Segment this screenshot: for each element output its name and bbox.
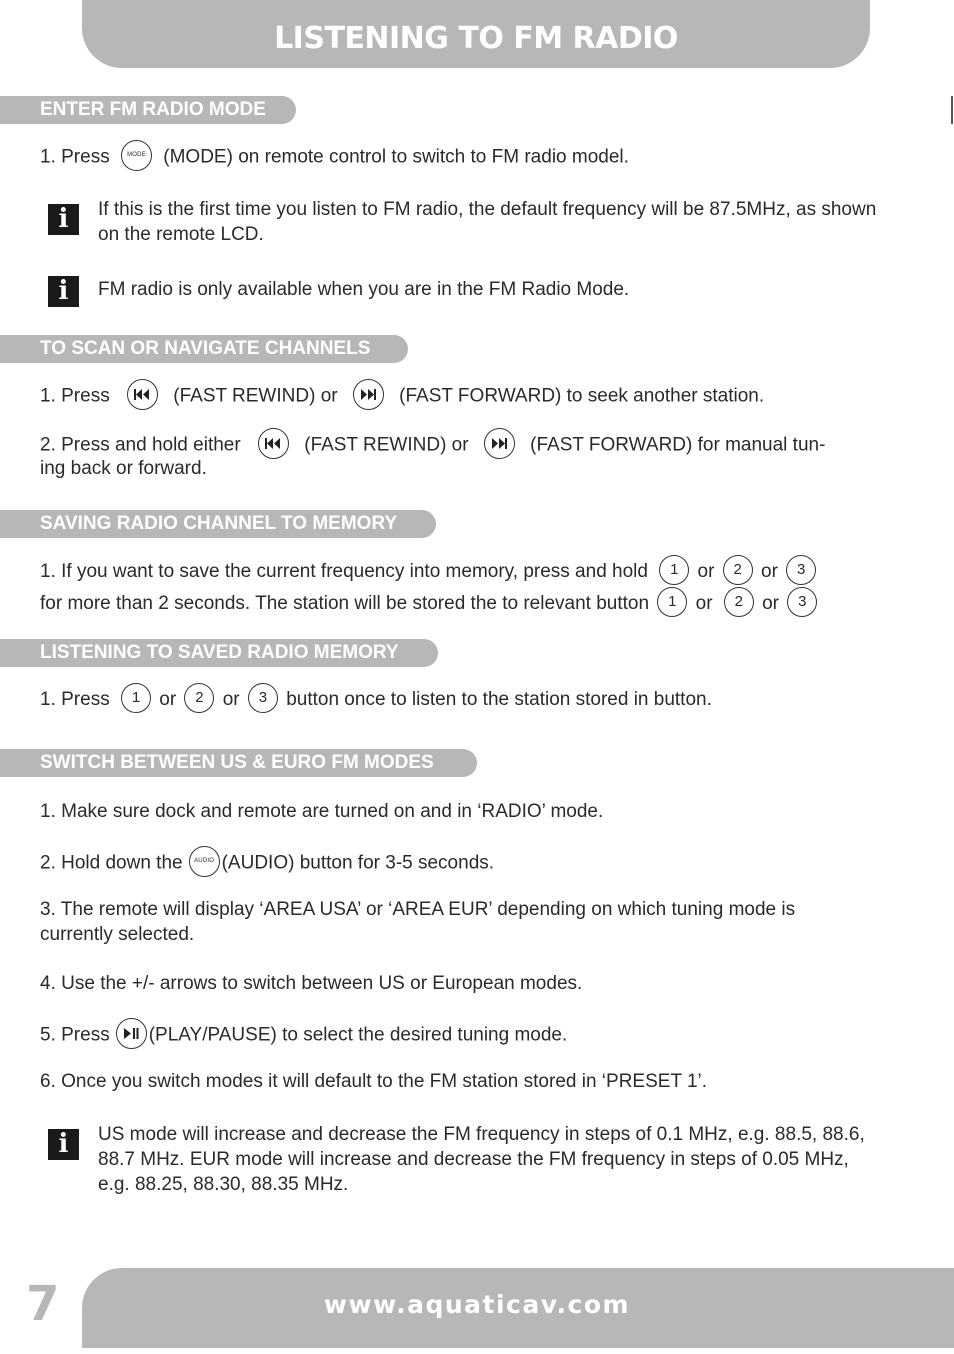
- switch-step-1: 1. Make sure dock and remote are turned on and in ‘RADIO’ mode.: [40, 801, 604, 822]
- step-text: (MODE) on remote control to switch to FM radio model.: [163, 146, 629, 168]
- section-header-scan: TO SCAN OR NAVIGATE CHANNELS: [0, 335, 408, 363]
- step-text: 5. Press: [40, 1024, 110, 1046]
- section-header-enter-fm: ENTER FM RADIO MODE: [0, 96, 296, 124]
- scan-step-2-cont: ing back or forward.: [40, 458, 207, 479]
- step-text: (FAST REWIND) or: [173, 385, 338, 407]
- footer-url: www.aquaticav.com: [323, 1290, 631, 1319]
- or-text: or: [761, 561, 778, 583]
- or-text: or: [222, 689, 240, 711]
- section-header-switch: SWITCH BETWEEN US & EURO FM MODES: [0, 749, 477, 777]
- preset-2-icon: 2: [723, 555, 753, 585]
- page-title: LISTENING TO FM RADIO: [274, 20, 678, 56]
- play-pause-icon: [116, 1018, 147, 1049]
- scan-step-1: [40, 381, 764, 412]
- note-us-eur-steps: US mode will increase and decrease the FM frequency in steps of 0.1 MHz, e.g. 88.5, 88.6, 88.7 MHz. EUR mode will increase and decrease the FM frequency in steps of 0.05 MHz, e.g. 88.25, 88.30, 88.35 MHz.: [98, 1124, 865, 1195]
- step-text: 1. If you want to save the current frequency into memory, press and hold: [40, 561, 648, 583]
- listen-step-1: [40, 685, 712, 715]
- switch-step-5: [40, 1020, 567, 1051]
- preset-2-icon: 2: [724, 587, 754, 617]
- preset-3-icon: 3: [787, 587, 817, 617]
- note-fm-availability: FM radio is only available when you are in the FM Radio Mode.: [98, 279, 630, 300]
- step-text: (FAST FORWARD) to seek another station.: [399, 385, 765, 407]
- step-text: (FAST REWIND) or: [304, 434, 469, 456]
- page-header: [82, 0, 870, 68]
- mode-button-icon: [121, 140, 152, 171]
- preset-1-icon: 1: [657, 587, 687, 617]
- save-step-1-cont: [40, 589, 820, 619]
- step-text: button once to listen to the station stored in button.: [286, 689, 712, 711]
- section-header-listening: LISTENING TO SAVED RADIO MEMORY: [0, 639, 438, 667]
- step-text: (PLAY/PAUSE) to select the desired tuning mode.: [148, 1024, 568, 1046]
- switch-step-2: [40, 848, 494, 879]
- step-text: (AUDIO) button for 3-5 seconds.: [221, 852, 495, 874]
- save-step-1: [40, 557, 819, 587]
- switch-step-6: 6. Once you switch modes it will default to the FM station stored in ‘PRESET 1’.: [40, 1071, 708, 1092]
- step-text: 1. Press: [40, 689, 110, 711]
- audio-label: AUDIO: [194, 858, 215, 864]
- switch-step-3: 3. The remote will display ‘AREA USA’ or ‘AREA EUR’ depending on which tuning mode is currently selected.: [40, 899, 796, 945]
- step-text: for more than 2 seconds. The station will be stored the to relevant button: [40, 593, 650, 615]
- fast-rewind-icon: [258, 428, 289, 459]
- preset-3-icon: 3: [248, 683, 278, 713]
- or-text: or: [762, 593, 779, 615]
- switch-step-4: 4. Use the +/- arrows to switch between US or European modes.: [40, 973, 583, 994]
- note-default-frequency: If this is the first time you listen to FM radio, the default frequency will be 87.5MHz, as shown on the remote LCD.: [98, 199, 877, 245]
- mode-label: MODE: [127, 152, 146, 158]
- step-text: 2. Press and hold either: [40, 434, 241, 456]
- page-number: 7: [26, 1276, 60, 1332]
- or-text: or: [159, 689, 177, 711]
- info-icon: i: [48, 1129, 79, 1160]
- preset-3-icon: 3: [786, 555, 816, 585]
- fast-forward-icon: [353, 379, 384, 410]
- fast-forward-icon: [484, 428, 515, 459]
- step-text: 1. Press: [40, 385, 110, 407]
- section-header-saving: SAVING RADIO CHANNEL TO MEMORY: [0, 510, 436, 538]
- step-text: 1. Press: [40, 146, 110, 168]
- step-text: 2. Hold down the: [40, 852, 183, 874]
- preset-2-icon: 2: [184, 683, 214, 713]
- step-text: (FAST FORWARD) for manual tun-: [530, 434, 826, 456]
- preset-1-icon: 1: [121, 683, 151, 713]
- fast-rewind-icon: [127, 379, 158, 410]
- preset-1-icon: 1: [659, 555, 689, 585]
- or-text: or: [695, 593, 713, 615]
- info-icon: i: [48, 204, 79, 235]
- or-text: or: [697, 561, 715, 583]
- audio-button-icon: [189, 846, 220, 877]
- info-icon: i: [48, 276, 79, 307]
- edge-mark: [951, 96, 953, 124]
- enter-step-1: [40, 142, 629, 173]
